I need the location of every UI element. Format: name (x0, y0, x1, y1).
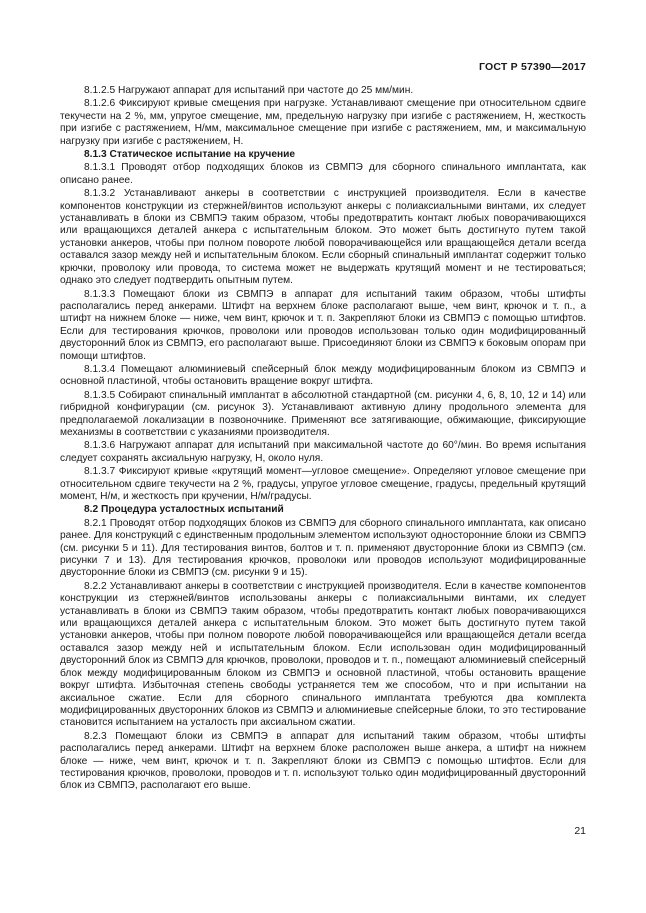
document-body (60, 85, 586, 794)
paragraph-8-1-3-4: 8.1.3.4 Помещают алюминиевый спейсерный блок между модифицированным блоком из СВМПЭ и основной пластиной, чтобы остановить вращение вокруг штифта. (60, 363, 586, 388)
paragraph-8-1-2-5: 8.1.2.5 Нагружают аппарат для испытаний при частоте до 25 мм/мин. (84, 85, 414, 96)
document-code: ГОСТ Р 57390—2017 (478, 61, 586, 73)
paragraph-8-2-1: 8.2.1 Проводят отбор подходящих блоков из СВМПЭ для сборного спинального имплантата, как описано ранее. Для конструкций с единственным продольным элементом используют односторонние блоки из СВМПЭ (см. рисунки 5 и 11). Для тестирования винтов, болтов и т. п. применяют двусторонние блоки из СВМПЭ (см. рисунки 7 и 13). Для тестирования крючков, проволоки или проводов используют модифицированные двусторонние блоки из СВМПЭ (см. рисунки 9 и 15). (60, 517, 586, 579)
paragraph-8-1-3-2: 8.1.3.2 Устанавливают анкеры в соответствии с инструкцией производителя. Если в качестве компонентов конструкции из стержней/винтов используют анкеры с полиаксиальными винтами, их следует устанавливать в блоки из СВМПЭ таким образом, чтобы предотвратить контакт любых поворачивающихся или вращающихся деталей анкера с испытательным блоком. Это может быть достигнуто путем такой установки анкеров, чтобы при полном повороте любой поворачивающейся или вращающейся детали всегда оставался зазор между ней и испытательным блоком. Если сборный спинальный имплантат содержит только крючки, проволоку или провода, то система может не выдержать крутящий момент и не тестироваться; однако это следует подтвердить опытным путем. (60, 188, 586, 287)
paragraph-8-1-3-6: 8.1.3.6 Нагружают аппарат для испытаний при максимальной частоте до 60°/мин. Во время испытания следует сохранять аксиальную нагрузку, Н, около нуля. (60, 440, 586, 464)
paragraph-8-1-3-1: 8.1.3.1 Проводят отбор подходящих блоков из СВМПЭ для сборного спинального имплантата, как описано ранее. (60, 162, 586, 186)
paragraph-8-1-3-3: 8.1.3.3 Помещают блоки из СВМПЭ в аппарат для испытаний таким образом, чтобы штифты располагались перед анкерами. Штифт на верхнем блоке располагают выше, чем винт, крючок и т. п., а штифт на нижнем блоке — ниже, чем винт, крючок и т. п. Закрепляют блоки из СВМПЭ с помощью штифтов. Если для тестирования крючков, проволоки или проводов использован только один модифицированный двусторонний блок из СВМПЭ, его располагают выше. Присоединяют блоки из СВМПЭ к боковым опорам при помощи штифтов. (60, 288, 586, 362)
paragraph-8-1-3-5: 8.1.3.5 Собирают спинальный имплантат в абсолютной стандартной (см. рисунки 4, 6, 8, 10, 12 и 14) или гибридной конфигурации (см. рисунок 3). Устанавливают активную длину продольного элемента для предполагаемой локализации в позвоночнике. Применяют все затягивающие, обжимающие, фиксирующие механизмы в соответствии с указаниями производителя. (60, 389, 586, 438)
paragraph-8-2-3: 8.2.3 Помещают блоки из СВМПЭ в аппарат для испытаний таким образом, чтобы штифты располагались перед анкерами. Штифт на верхнем блоке расположен выше анкера, а штифт на нижнем блоке — ниже, чем винт, крючок и т. п. Закрепляют блоки из СВМПЭ с помощью штифтов. Если для тестирования крючков, проволоки, проводов и т. п. используют только один модифицированный двусторонний блок из СВМПЭ, располагают его выше. (60, 730, 586, 792)
paragraph-8-1-2-6: 8.1.2.6 Фиксируют кривые смещения при нагрузке. Устанавливают смещение при относительном сдвиге текучести на 2 %, мм, упругое смещение, мм, предельную нагрузку при изгибе с растяжением, Н, жесткость при изгибе с растяжением, Н/мм, максимальное смещение при изгибе с растяжением, мм, и максимальную нагрузку при изгибе с растяжением, Н. (60, 98, 586, 147)
section-heading-8-2: 8.2 Процедура усталостных испытаний (84, 504, 284, 516)
paragraph-8-1-3-7: 8.1.3.7 Фиксируют кривые «крутящий момент—угловое смещение». Определяют угловое смещение при относительном сдвиге текучести на 2 %, градусы, упругое угловое смещение, градусы, предельный крутящий момент, Н/м, и жесткость при кручении, Н/м/градусы. (60, 466, 586, 502)
page-number: 21 (574, 825, 586, 837)
section-heading-8-1-3: 8.1.3 Статическое испытание на кручение (84, 149, 296, 161)
paragraph-8-2-2: 8.2.2 Устанавливают анкеры в соответствии с инструкцией производителя. Если в качестве компонентов конструкции из стержней/винтов использованы анкеры с полиаксиальными винтами, их следует устанавливать в блоки из СВМПЭ таким образом, чтобы предотвратить контакт любых поворачивающихся или вращающихся деталей анкера с испытательным блоком. Это может быть достигнуто путем такой установки анкеров, чтобы при полном повороте любой поворачивающейся или вращающейся детали всегда оставался зазор между ней и испытательным блоком. Если использован один модифицированный двусторонний блок из СВМПЭ для крючков, проволоки, проводов и т. п., помещают алюминиевый спейсерный блок между модифицированным блоком из СВМПЭ и основной пластиной, чтобы остановить вращение вокруг штифта. Избыточная степень свободы устраняется тем же способом, что и при испытании на аксиальное сжатие. Если для сборного спинального имплантата требуются два комплекта модифицированных двусторонних блоков из СВМПЭ и алюминиевые спейсерные блоки, то это тестирование становится испытанием на усталость при аксиальном сжатии. (60, 580, 586, 729)
